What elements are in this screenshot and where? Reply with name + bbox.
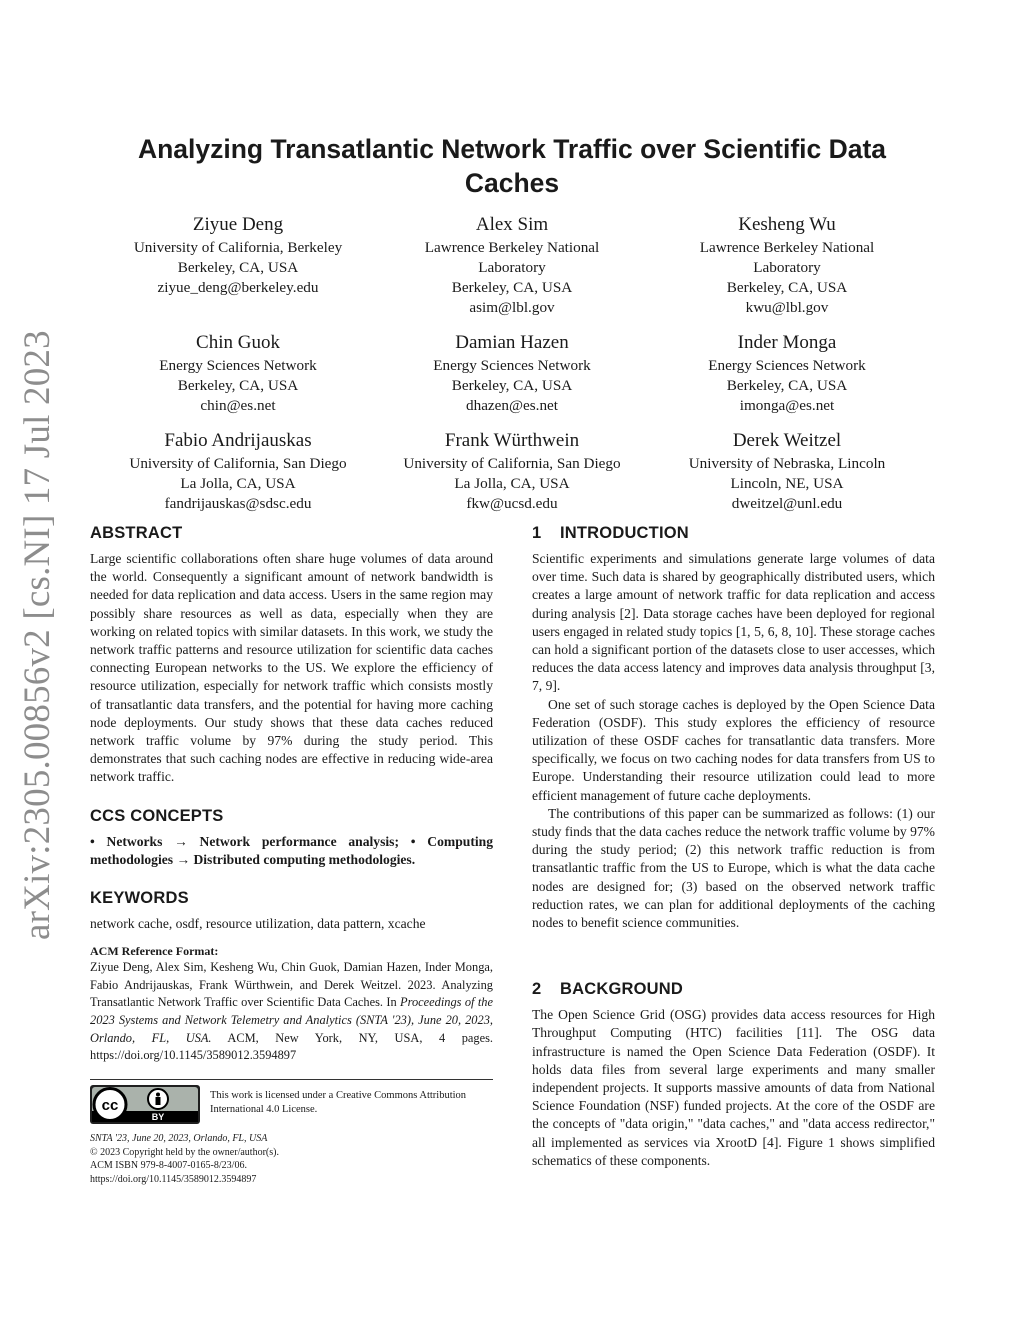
abstract-heading: ABSTRACT [90,524,183,542]
author-name: Ziyue Deng [192,214,284,235]
author-location: Lincoln, NE, USA [730,475,844,492]
intro-paragraph: Scientific experiments and simulations generate large volumes of data over time. Such data is shared by geographically distributed users, which creates a large amount of network traffic for data replication and access during analysis [2]. Data storage caches have been deployed for regional users engaged in related study topics [1, 5, 6, 8, 10]. These storage caches can hold a significant portion of the datasets close to user accesses, which reduces the data access latency and improves data analysis throughput [3, 7, 9]. [532,551,935,694]
author-name: Inder Monga [737,332,837,353]
author-affiliation: University of California, Berkeley [133,239,343,256]
arxiv-identifier: arXiv:2305.00856v2 [cs.NI] 17 Jul 2023 [17,330,58,940]
by-badge-label: BY [151,1112,165,1122]
author-block [98,428,378,514]
ccs-heading: CCS CONCEPTS [90,806,224,825]
footnote-venue: SNTA '23, June 20, 2023, Orlando, FL, USA [90,1133,268,1144]
author-affiliation: University of Nebraska, Lincoln [688,455,886,472]
author-affiliation: University of California, San Diego [403,455,621,472]
paper-title: Analyzing Transatlantic Network Traffic over Scientific Data Caches [137,134,887,198]
author-location: Berkeley, CA, USA [726,377,848,394]
background-paragraph: The Open Science Grid (OSG) provides data access resources for High Throughput Computing (HTC) facilities [11]. The OSG data infrastructure is named the Open Science Data Federation (OSDF). It holds data files from several large experiments and many smaller independent projects. It supports massive amounts of data from National Science Foundation (NSF) funded projects. At the core of the OSDF are the concepts of "data origin," "data caches," and "data access redirector," all implemented as services via XrootD [4]. Figure 1 shows simplified schematics of these components. [532,1007,935,1168]
section-number: 2 [532,980,542,999]
author-affiliation: Laboratory [478,259,546,276]
author-name: Kesheng Wu [738,214,836,235]
author-email: fkw@ucsd.edu [466,495,558,512]
author-location: La Jolla, CA, USA [180,475,296,492]
author-email: fandrijauskas@sdsc.edu [164,495,312,512]
cc-by-icon [90,1085,200,1124]
author-block [372,330,652,416]
author-name: Chin Guok [196,332,280,353]
author-block [647,212,927,318]
author-affiliation: Energy Sciences Network [159,357,317,374]
reference-authors: Ziyue Deng, Alex Sim, Kesheng Wu, Chin Guok, Damian Hazen, Inder Monga, Fabio Andrijauskas, Frank Würthwein, and Derek Weitzel. 2023. Analyzing Transatlantic Network Traffic over Scientific Data Caches. In [90,960,493,1010]
author-block [98,330,378,416]
author-affiliation: Lawrence Berkeley National [699,239,875,256]
footnote [90,1132,493,1186]
author-name: Damian Hazen [455,332,569,353]
author-affiliation: Energy Sciences Network [708,357,866,374]
intro-paragraph: The contributions of this paper can be summarized as follows: (1) our study finds that the data caches reduce the network traffic volume by 97% during the study period; (2) this network traffic reduction is from transatlantic traffic from the US to Europe, which is what the data cache nodes are designed for; (3) based on the observed network traffic reduction rates, we can plan for additional deployments of the caching nodes to benefit science communities. [532,805,935,931]
author-email: imonga@es.net [739,397,835,414]
author-location: Berkeley, CA, USA [451,279,573,296]
author-name: Fabio Andrijauskas [164,430,312,451]
reference-tail: ACM, New York, NY, USA, 4 pages. https://doi.org/10.1145/3589012.3594897 [90,1030,493,1063]
right-column [532,522,935,1170]
author-affiliation: Energy Sciences Network [433,357,591,374]
author-affiliation: Lawrence Berkeley National [424,239,600,256]
author-block [98,212,378,298]
left-column [90,522,493,1065]
author-name: Alex Sim [475,214,549,235]
author-location: Berkeley, CA, USA [451,377,573,394]
abstract-text: Large scientific collaborations often share huge volumes of data around the world. Consequently a significant amount of network bandwidth is needed for data replication and data access. Users in the same region may possibly share resources as well as data, especially when they are working on related topics with similar datasets. In this work, we study the network traffic patterns and resource utilization for scientific data caches connecting European networks to the US. We explore the efficiency of resource utilization, especially for network traffic which consists mostly of transatlantic data transfers, and the potential for having more caching node deployments. Our study shows that these data caches reduced network traffic volume by 97% during the study period. This demonstrates that such caching nodes are effective in reducing wide-area network traffic. [90,551,493,785]
section-number: 1 [532,524,542,542]
footnote-doi: https://doi.org/10.1145/3589012.3594897 [90,1173,257,1185]
license-text: This work is licensed under a Creative Commons Attribution International 4.0 License. [210,1090,467,1115]
intro-paragraph: One set of such storage caches is deployed by the Open Science Data Federation (OSDF). This study explores the efficiency of resource utilization of these OSDF caches for transatlantic data transfers. More specifically, we focus on two caching nodes for data transfers from US to Europe. Understanding their resource utilization could lead to more efficient management of future cache deployments. [532,696,935,803]
author-affiliation: Laboratory [753,259,821,276]
footnote-isbn: ACM ISBN 979-8-4007-0165-8/23/06. [90,1160,247,1172]
author-email: ziyue_deng@berkeley.edu [157,279,319,296]
author-email: chin@es.net [200,397,276,414]
background-heading [532,978,935,1000]
footnote-copyright: © 2023 Copyright held by the owner/author(s). [90,1146,279,1158]
reference-format-text [90,959,493,1065]
keywords-heading: KEYWORDS [90,889,189,908]
author-block [372,428,652,514]
introduction-heading [532,522,935,544]
author-affiliation: University of California, San Diego [129,455,347,472]
author-email: dhazen@es.net [466,397,558,414]
author-email: asim@lbl.gov [469,299,555,316]
cc-by-badge [90,1085,200,1124]
author-location: Berkeley, CA, USA [177,259,299,276]
reference-format-heading: ACM Reference Format: [90,944,219,959]
author-email: kwu@lbl.gov [745,299,829,316]
license-divider [90,1079,493,1080]
keywords-text: network cache, osdf, resource utilization, data pattern, xcache [90,916,426,932]
author-name: Frank Würthwein [444,430,580,451]
ccs-text: • Networks → Network performance analysis; • Computing methodologies → Distributed computing methodologies. [90,833,493,867]
section-title: INTRODUCTION [560,524,689,542]
author-block [647,330,927,416]
author-location: La Jolla, CA, USA [454,475,570,492]
author-location: Berkeley, CA, USA [726,279,848,296]
section-title: BACKGROUND [560,980,683,999]
cc-badge-label: cc [101,1097,119,1114]
author-name: Derek Weitzel [732,430,842,451]
author-block [372,212,652,318]
author-email: dweitzel@unl.edu [731,495,843,512]
author-block [647,428,927,514]
reference-venue: Proceedings of the 2023 Systems and Network Telemetry and Analytics (SNTA '23), June 20, 2023, Orlando, FL, USA. [90,995,493,1045]
author-location: Berkeley, CA, USA [177,377,299,394]
